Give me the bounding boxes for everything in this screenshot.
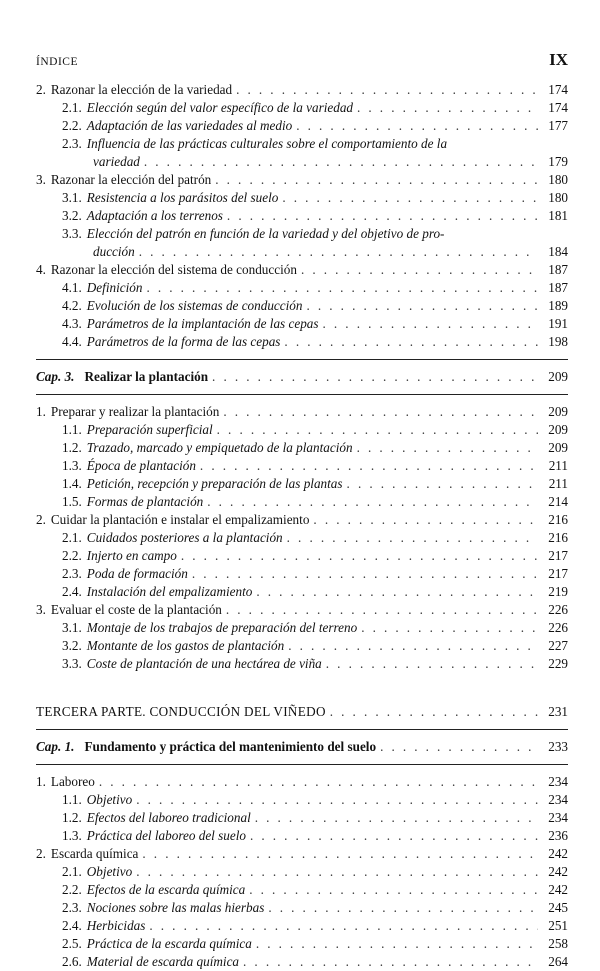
toc-entry: 4.4. Parámetros de la forma de las cepas . . . 198 xyxy=(36,333,568,351)
toc-entry: 3.1. Montaje de los trabajos de preparación del terreno . . . 226 xyxy=(36,619,568,637)
chapter-heading: Cap. 1. Fundamento y práctica del mantenimiento del suelo . . . 233 xyxy=(36,738,568,756)
part-heading: TERCERA PARTE. CONDUCCIÓN DEL VIÑEDO . . . 231 xyxy=(36,703,568,721)
toc-entry: 2. Razonar la elección de la variedad . . . 174 xyxy=(36,81,568,99)
toc-entry: 2.6. Material de escarda química . . . 264 xyxy=(36,953,568,971)
toc-entry: 1. Preparar y realizar la plantación . . . 209 xyxy=(36,403,568,421)
toc-entry: 2.2. Efectos de la escarda química . . . 242 xyxy=(36,881,568,899)
toc-entry: 1.3. Época de plantación . . . 211 xyxy=(36,457,568,475)
toc-entry: 1.1. Preparación superficial . . . 209 xyxy=(36,421,568,439)
toc-entry: 3. Evaluar el coste de la plantación . . . 226 xyxy=(36,601,568,619)
toc-entry: 2.4. Instalación del empalizamiento . . . 219 xyxy=(36,583,568,601)
toc-entry: 1.3. Práctica del laboreo del suelo . . . 236 xyxy=(36,827,568,845)
toc-entry: 2.5. Práctica de la escarda química . . . 258 xyxy=(36,935,568,953)
toc-entry: 4.2. Evolución de los sistemas de conducción . . . 189 xyxy=(36,297,568,315)
toc-entry: 3.2. Montante de los gastos de plantación . . . 227 xyxy=(36,637,568,655)
running-head: ÍNDICE xyxy=(36,56,78,68)
table-of-contents xyxy=(36,81,568,971)
section-divider xyxy=(36,359,568,360)
toc-entry: 1.5. Formas de plantación . . . 214 xyxy=(36,493,568,511)
section-divider xyxy=(36,394,568,395)
toc-entry: 3.2. Adaptación a los terrenos . . . 181 xyxy=(36,207,568,225)
toc-entry: 2.4. Herbicidas . . . 251 xyxy=(36,917,568,935)
toc-entry: 2.2. Adaptación de las variedades al medio . . . 177 xyxy=(36,117,568,135)
toc-entry: 4. Razonar la elección del sistema de conducción . . . 187 xyxy=(36,261,568,279)
toc-entry: 2.2. Injerto en campo . . . 217 xyxy=(36,547,568,565)
toc-entry: 2. Cuidar la plantación e instalar el empalizamiento . . . 216 xyxy=(36,511,568,529)
toc-entry: 2. Escarda química . . . 242 xyxy=(36,845,568,863)
page-number: IX xyxy=(549,50,568,69)
toc-entry: 2.3. Influencia de las prácticas culturales sobre el comportamiento de la variedad . . . 179 xyxy=(36,135,568,171)
toc-entry: 2.1. Cuidados posteriores a la plantación . . . 216 xyxy=(36,529,568,547)
toc-entry: 1.1. Objetivo . . . 234 xyxy=(36,791,568,809)
toc-entry: 1.2. Trazado, marcado y empiquetado de la plantación . . . 209 xyxy=(36,439,568,457)
toc-entry: 3.3. Elección del patrón en función de la variedad y del objetivo de pro- ducción . . . 184 xyxy=(36,225,568,261)
toc-entry: 4.3. Parámetros de la implantación de las cepas . . . 191 xyxy=(36,315,568,333)
page-header xyxy=(36,50,568,70)
section-divider xyxy=(36,764,568,765)
toc-entry: 2.3. Poda de formación . . . 217 xyxy=(36,565,568,583)
toc-entry: 2.3. Nociones sobre las malas hierbas . . . 245 xyxy=(36,899,568,917)
section-divider xyxy=(36,729,568,730)
toc-entry: 3.3. Coste de plantación de una hectárea de viña . . . 229 xyxy=(36,655,568,673)
chapter-heading: Cap. 3. Realizar la plantación . . . 209 xyxy=(36,368,568,386)
toc-entry: 1.2. Efectos del laboreo tradicional . . . 234 xyxy=(36,809,568,827)
toc-entry: 2.1. Elección según del valor específico de la variedad . . . 174 xyxy=(36,99,568,117)
toc-entry: 4.1. Definición . . . 187 xyxy=(36,279,568,297)
toc-entry: 1.4. Petición, recepción y preparación de las plantas . . . 211 xyxy=(36,475,568,493)
toc-entry: 3.1. Resistencia a los parásitos del suelo . . . 180 xyxy=(36,189,568,207)
toc-entry: 3. Razonar la elección del patrón . . . 180 xyxy=(36,171,568,189)
toc-entry: 1. Laboreo . . . 234 xyxy=(36,773,568,791)
toc-entry: 2.1. Objetivo . . . 242 xyxy=(36,863,568,881)
